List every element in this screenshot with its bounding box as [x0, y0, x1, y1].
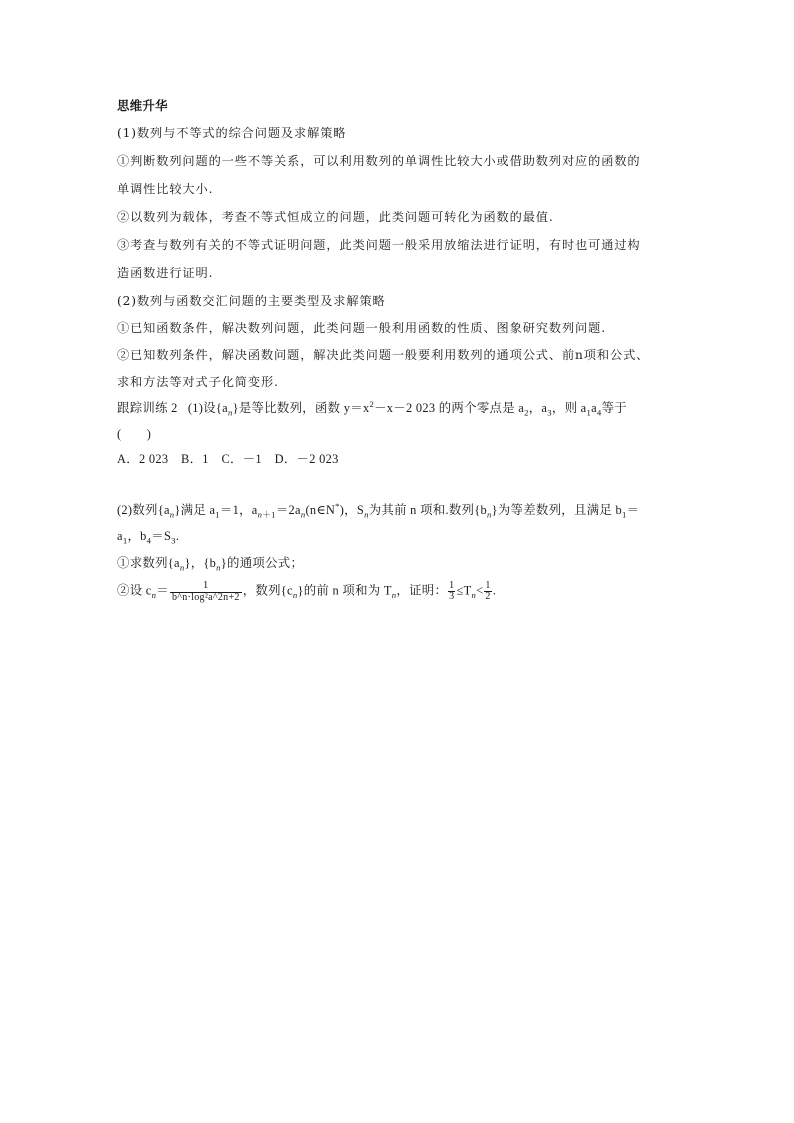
part2-item1: ①已知函数条件，解决数列问题，此类问题一般利用函数的性质、图象研究数列问题.	[117, 321, 607, 335]
part1-item3-line1: ③考查与数列有关的不等式证明问题，此类问题一般采用放缩法进行证明，有时也可通过构	[117, 238, 641, 252]
exercise-q1-options: A．2 023 B．1 C．－1 D．－2 023	[117, 452, 339, 466]
lower-bound-fraction: $\frac{1}{3}$	[449, 579, 455, 603]
part1-item3-line2: 造函数进行证明.	[117, 266, 214, 280]
section-title: 思维升华	[117, 98, 168, 113]
part1-item1-line2: 单调性比较大小.	[117, 182, 214, 196]
part2-heading: (2)数列与函数交汇问题的主要类型及求解策略	[117, 294, 386, 308]
exercise-q2-line2: $a_1$，$b_4=S_3$.	[117, 529, 180, 546]
part1-heading: (1)数列与不等式的综合问题及求解策略	[117, 126, 347, 140]
part1-item1-line1: ①判断数列问题的一些不等关系，可以利用数列的单调性比较大小或借助数列对应的函数的	[117, 154, 641, 168]
exercise-label: 跟踪训练 2	[117, 401, 178, 415]
exercise-q2-sub1: ①求数列$\{a_n\}$，$\{b_n\}$的通项公式；	[117, 556, 304, 573]
exercise-q2-sub2: ②设 $c_n=$ $\frac{1}{\text{b\textasciicircum{}n·log²a\textasciicircum{}2n+2}}$ ，数列$\{c_n\}$的前 n 项和为 $T_n$，证明： $\frac{1}{3}$ $\le T_n<$ $\frac{1}{2}$ .	[117, 579, 497, 603]
upper-bound-fraction: $\frac{1}{2}$	[485, 579, 491, 603]
part2-item2-line2: 求和方法等对式子化简变形.	[117, 375, 279, 389]
part2-item2-line1: ②已知数列条件，解决函数问题，解决此类问题一般要利用数列的通项公式、前n项和公式、	[117, 348, 650, 362]
cn-fraction: $\frac{1}{\text{b\textasciicircum{}n·log²a\textasciicircum{}2n+2}}$	[171, 579, 240, 603]
exercise-q1: 跟踪训练 2 (1)设$\{a_n\}$是等比数列，函数 $y=x^2-x-2$ 023 的两个零点是 $a_2$，$a_3$，则 $a_1a_4$等于	[117, 398, 627, 418]
part1-item2: ②以数列为载体，考查不等式恒成立的问题，此类问题可转化为函数的最值.	[117, 210, 554, 224]
exercise-q2-line1: (2)数列$\{a_n\}$满足 $a_1=1$，$a_{n+1}=2a_n(n\in N^*)$，$S_n$为其前 n 项和.数列$\{b_n\}$为等差数列，且满足 $b_1=$	[117, 500, 640, 520]
exercise-q1-answer-paren: ( )	[117, 427, 152, 441]
